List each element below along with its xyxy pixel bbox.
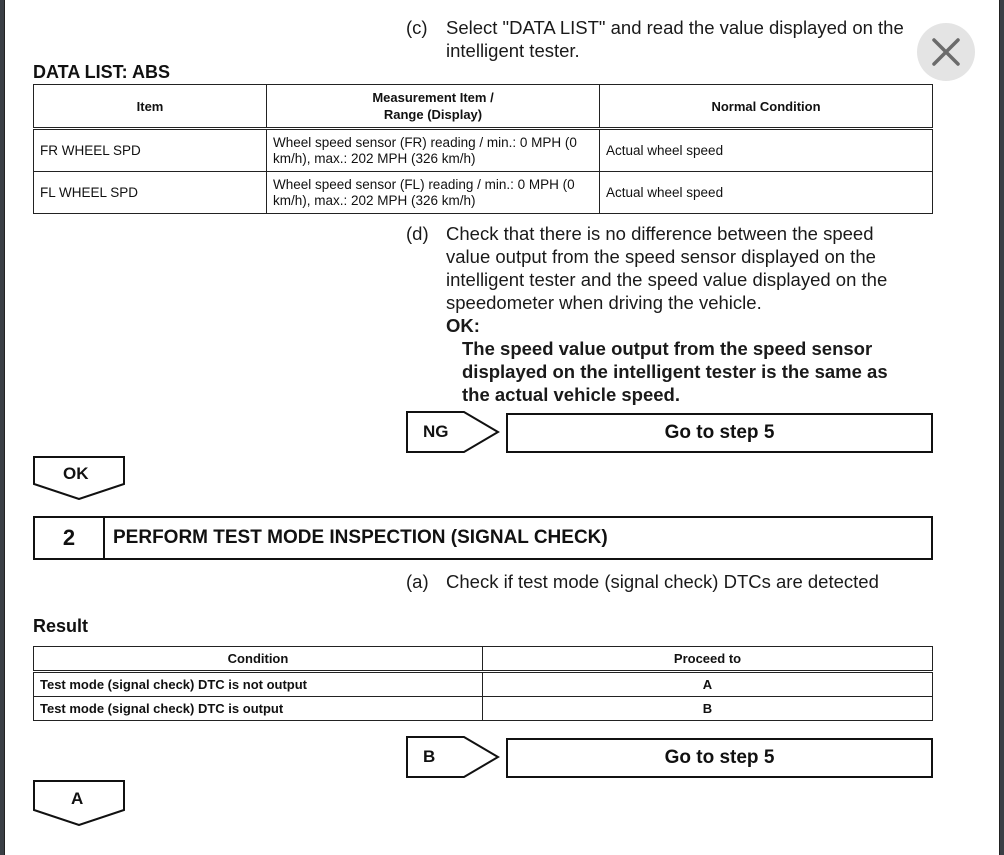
row-item: FR WHEEL SPD bbox=[34, 129, 267, 172]
row-range-line2: km/h), max.: 202 MPH (326 km/h) bbox=[273, 192, 476, 208]
result-table bbox=[33, 646, 933, 721]
table-row bbox=[34, 672, 933, 697]
step-a-text bbox=[406, 570, 946, 593]
document-page bbox=[4, 0, 1000, 855]
ng-arrow-icon bbox=[406, 411, 504, 453]
row-range-line1: Wheel speed sensor (FR) reading / min.: 0 MPH (0 bbox=[273, 134, 577, 150]
row-normal: Actual wheel speed bbox=[600, 129, 933, 172]
ng-tag: NG bbox=[423, 422, 449, 441]
step-d-line1: Check that there is no difference between the speed bbox=[446, 223, 874, 244]
step-c-line2: intelligent tester. bbox=[446, 40, 580, 61]
header-measurement-line1: Measurement Item / bbox=[372, 90, 494, 105]
data-list-table bbox=[33, 84, 933, 214]
data-list-title: DATA LIST: ABS bbox=[33, 62, 170, 82]
row-proceed: A bbox=[483, 672, 933, 697]
ok-flag: OK bbox=[63, 464, 89, 483]
table-row bbox=[34, 172, 933, 214]
row-normal: Actual wheel speed bbox=[600, 172, 933, 214]
b-arrow-icon bbox=[406, 736, 504, 778]
row-range-line2: km/h), max.: 202 MPH (326 km/h) bbox=[273, 150, 476, 166]
step-d-line4: speedometer when driving the vehicle. bbox=[446, 292, 762, 313]
ng-goto-step5-button[interactable]: Go to step 5 bbox=[506, 413, 933, 453]
ok-line1: The speed value output from the speed sensor bbox=[462, 338, 873, 359]
header-condition: Condition bbox=[34, 647, 483, 672]
step2-title: PERFORM TEST MODE INSPECTION (SIGNAL CHECK) bbox=[113, 527, 608, 548]
row-range bbox=[267, 172, 600, 214]
step-d-text bbox=[406, 222, 946, 406]
row-condition: Test mode (signal check) DTC is not output bbox=[34, 672, 483, 697]
close-icon bbox=[932, 38, 960, 66]
row-condition: Test mode (signal check) DTC is output bbox=[34, 697, 483, 721]
table-row bbox=[34, 697, 933, 721]
step2-header bbox=[33, 516, 933, 560]
step-c-label: (c) bbox=[406, 17, 428, 38]
ok-line2: displayed on the intelligent tester is the same as bbox=[462, 361, 888, 382]
ok-label: OK: bbox=[446, 315, 480, 336]
step-a-label: (a) bbox=[406, 571, 429, 592]
close-button[interactable] bbox=[917, 23, 975, 81]
row-proceed: B bbox=[483, 697, 933, 721]
step-d-line3: intelligent tester and the speed value displayed on the bbox=[446, 269, 888, 290]
a-flag: A bbox=[71, 789, 84, 808]
step-a-line: Check if test mode (signal check) DTCs are detected bbox=[446, 571, 879, 592]
row-range-line1: Wheel speed sensor (FL) reading / min.: 0 MPH (0 bbox=[273, 176, 575, 192]
header-proceed: Proceed to bbox=[483, 647, 933, 672]
step2-number: 2 bbox=[35, 518, 105, 558]
step-d-label: (d) bbox=[406, 223, 429, 244]
b-tag: B bbox=[423, 747, 436, 766]
b-goto-step5-button[interactable]: Go to step 5 bbox=[506, 738, 933, 778]
header-normal: Normal Condition bbox=[600, 85, 933, 129]
row-range bbox=[267, 129, 600, 172]
step-d-line2: value output from the speed sensor displayed on the bbox=[446, 246, 876, 267]
ok-line3: the actual vehicle speed. bbox=[462, 384, 680, 405]
header-measurement-line2: Range (Display) bbox=[383, 107, 483, 122]
step-c-line1: Select "DATA LIST" and read the value displayed on the bbox=[446, 17, 904, 38]
row-item: FL WHEEL SPD bbox=[34, 172, 267, 214]
result-title: Result bbox=[33, 616, 89, 636]
table-row bbox=[34, 129, 933, 172]
header-measurement bbox=[267, 85, 600, 129]
header-item: Item bbox=[34, 85, 267, 129]
step-c-text bbox=[406, 16, 946, 62]
